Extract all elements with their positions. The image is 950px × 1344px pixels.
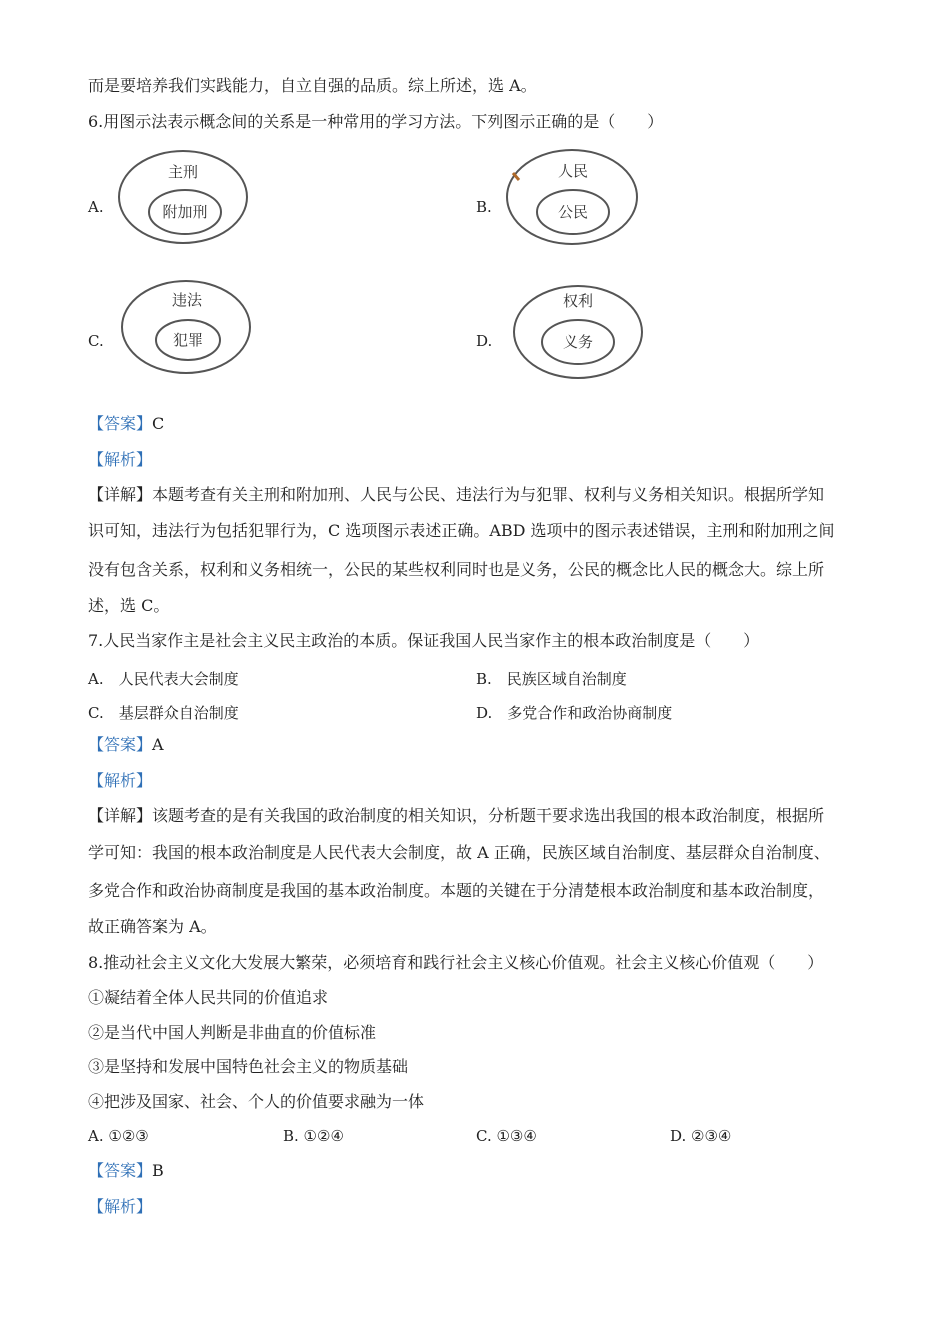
q8-item-2: ②是当代中国人判断是非曲直的价值标准 xyxy=(88,1023,377,1042)
q8-option-a: A. ①②③ xyxy=(88,1127,149,1145)
q8-option-c: C. ①③④ xyxy=(476,1127,537,1145)
q8-item-4: ④把涉及国家、社会、个人的价值要求融为一体 xyxy=(88,1092,425,1111)
q8-answer xyxy=(88,1161,164,1181)
q6-option-c-letter: C. xyxy=(88,332,104,350)
q6-answer xyxy=(88,414,164,434)
q6-option-b-letter: B. xyxy=(476,198,492,216)
q7-option-b: B. 民族区域自治制度 xyxy=(476,670,627,688)
q7-analysis-label: 【解析】 xyxy=(88,771,153,790)
q7-detail-line-2: 学可知：我国的根本政治制度是人民代表大会制度，故 A 正确，民族区域自治制度、基层群众自治制度、 xyxy=(88,843,830,862)
q6-option-c-outer: 违法 xyxy=(171,291,203,309)
q6-detail-line-2: 识可知，违法行为包括犯罪行为，C 选项图示表述正确。ABD 选项中的图示表述错误，主刑和附加刑之间 xyxy=(88,521,835,540)
answer-label: 【答案】 xyxy=(88,735,153,754)
detail-text: 该题考查的是有关我国的政治制度的相关知识，分析题干要求选出我国的根本政治制度，根据所 xyxy=(152,806,825,825)
q6-detail-line-3: 没有包含关系，权利和义务相统一，公民的某些权利同时也是义务，公民的概念比人民的概念大。综上所 xyxy=(88,560,825,579)
q8-item-3: ③是坚持和发展中国特色社会主义的物质基础 xyxy=(88,1057,409,1076)
detail-label: 【详解】 xyxy=(88,485,153,504)
answer-label: 【答案】 xyxy=(88,1161,153,1180)
q7-detail-line-1 xyxy=(88,806,824,826)
q7-option-a: A. 人民代表大会制度 xyxy=(88,670,239,688)
q6-option-d-outer: 权利 xyxy=(562,292,594,310)
q6-option-c-diagram xyxy=(118,275,258,380)
q6-detail-line-4: 述，选 C。 xyxy=(88,596,170,615)
q8-item-1: ①凝结着全体人民共同的价值追求 xyxy=(88,988,329,1007)
q6-option-d-diagram xyxy=(510,280,650,385)
q7-detail-line-3: 多党合作和政治协商制度是我国的基本政治制度。本题的关键在于分清楚根本政治制度和基本政治制度， xyxy=(88,881,825,900)
q6-option-b-diagram xyxy=(502,140,647,250)
answer-label: 【答案】 xyxy=(88,414,153,433)
q6-option-a-letter: A. xyxy=(88,198,104,216)
q7-option-c: C. 基层群众自治制度 xyxy=(88,704,239,722)
q7-detail-line-4: 故正确答案为 A。 xyxy=(88,917,217,936)
q6-option-c-inner: 犯罪 xyxy=(172,331,204,349)
q7-answer xyxy=(88,735,164,755)
detail-label: 【详解】 xyxy=(88,806,153,825)
answer-value: C xyxy=(152,414,165,433)
q8-stem: 8.推动社会主义文化大发展大繁荣，必须培育和践行社会主义核心价值观。社会主义核心价值观（ ） xyxy=(88,953,824,972)
detail-text: 本题考查有关主刑和附加刑、人民与公民、违法行为与犯罪、权利与义务相关知识。根据所学知 xyxy=(152,485,825,504)
q6-stem: 6.用图示法表示概念间的关系是一种常用的学习方法。下列图示正确的是（ ） xyxy=(88,112,664,131)
answer-value: B xyxy=(152,1161,164,1180)
q6-option-a-inner: 附加刑 xyxy=(162,203,208,221)
q6-option-a-outer: 主刑 xyxy=(167,163,199,181)
answer-value: A xyxy=(152,735,164,754)
q6-detail-line-1 xyxy=(88,485,824,505)
q8-option-d: D. ②③④ xyxy=(670,1127,732,1145)
q6-option-a-diagram xyxy=(115,145,255,250)
q7-option-d: D. 多党合作和政治协商制度 xyxy=(476,704,673,722)
q6-option-b-inner: 公民 xyxy=(557,203,589,221)
continuation-text: 而是要培养我们实践能力，自立自强的品质。综上所述，选 A。 xyxy=(88,76,537,95)
q7-stem: 7.人民当家作主是社会主义民主政治的本质。保证我国人民当家作主的根本政治制度是（ ） xyxy=(88,631,760,650)
q6-option-b-outer: 人民 xyxy=(557,162,589,180)
q6-analysis-label: 【解析】 xyxy=(88,450,153,469)
q8-option-b: B. ①②④ xyxy=(283,1127,344,1145)
q8-analysis-label: 【解析】 xyxy=(88,1197,153,1216)
q6-option-d-letter: D. xyxy=(476,332,493,350)
q6-option-d-inner: 义务 xyxy=(562,333,594,351)
